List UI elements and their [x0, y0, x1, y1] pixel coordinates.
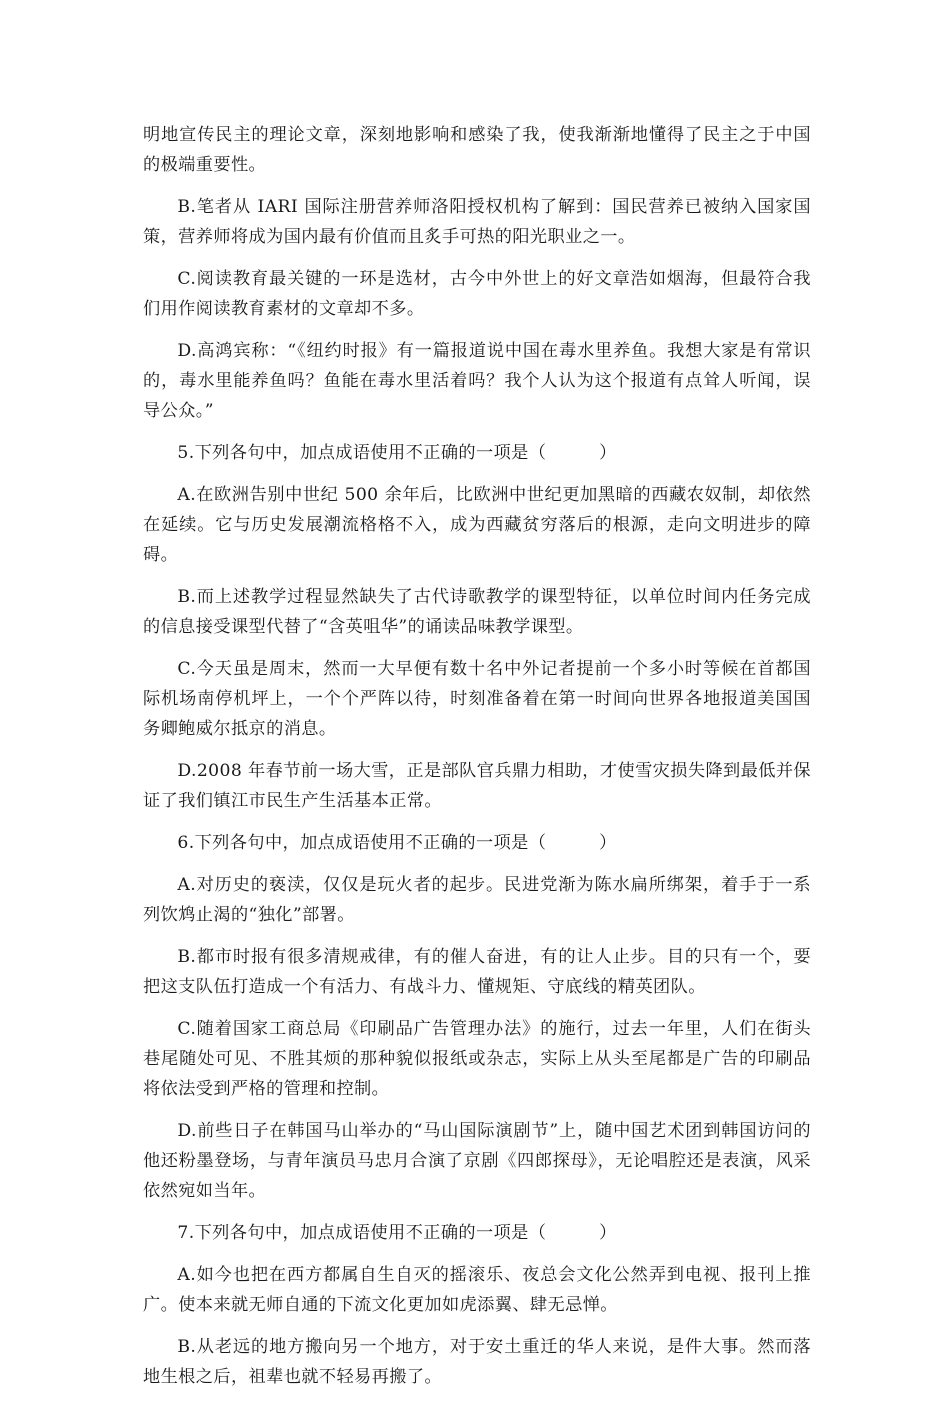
paragraph-continuation: 明地宣传民主的理论文章，深刻地影响和感染了我，使我渐渐地懂得了民主之于中国的极端重要性。 — [143, 125, 811, 175]
option-6-b: B.都市时报有很多清规戒律，有的催人奋进，有的让人止步。目的只有一个，要把这支队伍打造成一个有活力、有战斗力、懂规矩、守底线的精英团队。 — [143, 947, 811, 997]
option-6-c: C.随着国家工商总局《印刷品广告管理办法》的施行，过去一年里，人们在街头巷尾随处可见、不胜其烦的那种貌似报纸或杂志，实际上从头至尾都是广告的印刷品将依法受到严格的管理和控制。 — [143, 1019, 811, 1099]
option-7-b: B.从老远的地方搬向另一个地方，对于安土重迁的华人来说，是件大事。然而落地生根之后，祖辈也就不轻易再搬了。 — [143, 1337, 811, 1387]
question-6: 6.下列各句中，加点成语使用不正确的一项是（ ） — [177, 833, 617, 853]
option-6-d: D.前些日子在韩国马山举办的“马山国际演剧节”上，随中国艺术团到韩国访问的他还粉墨登场，与青年演员马忠月合演了京剧《四郎探母》，无论唱腔还是表演，风采依然宛如当年。 — [143, 1121, 811, 1201]
question-5: 5.下列各句中，加点成语使用不正确的一项是（ ） — [177, 443, 617, 463]
option-4-b: B.笔者从 IARI 国际注册营养师洛阳授权机构了解到：国民营养已被纳入国家国策，营养师将成为国内最有价值而且炙手可热的阳光职业之一。 — [143, 197, 811, 247]
option-5-c: C.今天虽是周末，然而一大早便有数十名中外记者提前一个多小时等候在首都国际机场南停机坪上，一个个严阵以待，时刻准备着在第一时间向世界各地报道美国国务卿鲍威尔抵京的消息。 — [143, 659, 811, 739]
option-5-b: B.而上述教学过程显然缺失了古代诗歌教学的课型特征，以单位时间内任务完成的信息接受课型代替了“含英咀华”的诵读品味教学课型。 — [143, 587, 811, 637]
option-5-a: A.在欧洲告别中世纪 500 余年后，比欧洲中世纪更加黑暗的西藏农奴制，却依然在延续。它与历史发展潮流格格不入，成为西藏贫穷落后的根源，走向文明进步的障碍。 — [143, 485, 811, 565]
question-7: 7.下列各句中，加点成语使用不正确的一项是（ ） — [177, 1223, 617, 1243]
option-6-a: A.对历史的亵渎，仅仅是玩火者的起步。民进党渐为陈水扁所绑架，着手于一系列饮鸩止渴的“独化”部署。 — [143, 875, 811, 925]
option-5-d: D.2008 年春节前一场大雪，正是部队官兵鼎力相助，才使雪灾损失降到最低并保证了我们镇江市民生产生活基本正常。 — [143, 761, 811, 811]
document-page — [143, 120, 811, 1404]
option-4-d: D.高鸿宾称：“《纽约时报》有一篇报道说中国在毒水里养鱼。我想大家是有常识的，毒水里能养鱼吗？鱼能在毒水里活着吗？我个人认为这个报道有点耸人听闻，误导公众。” — [143, 341, 811, 421]
option-7-a: A.如今也把在西方都属自生自灭的摇滚乐、夜总会文化公然弄到电视、报刊上推广。使本来就无师自通的下流文化更加如虎添翼、肆无忌惮。 — [143, 1265, 811, 1315]
option-4-c: C.阅读教育最关键的一环是选材，古今中外世上的好文章浩如烟海，但最符合我们用作阅读教育素材的文章却不多。 — [143, 269, 811, 319]
